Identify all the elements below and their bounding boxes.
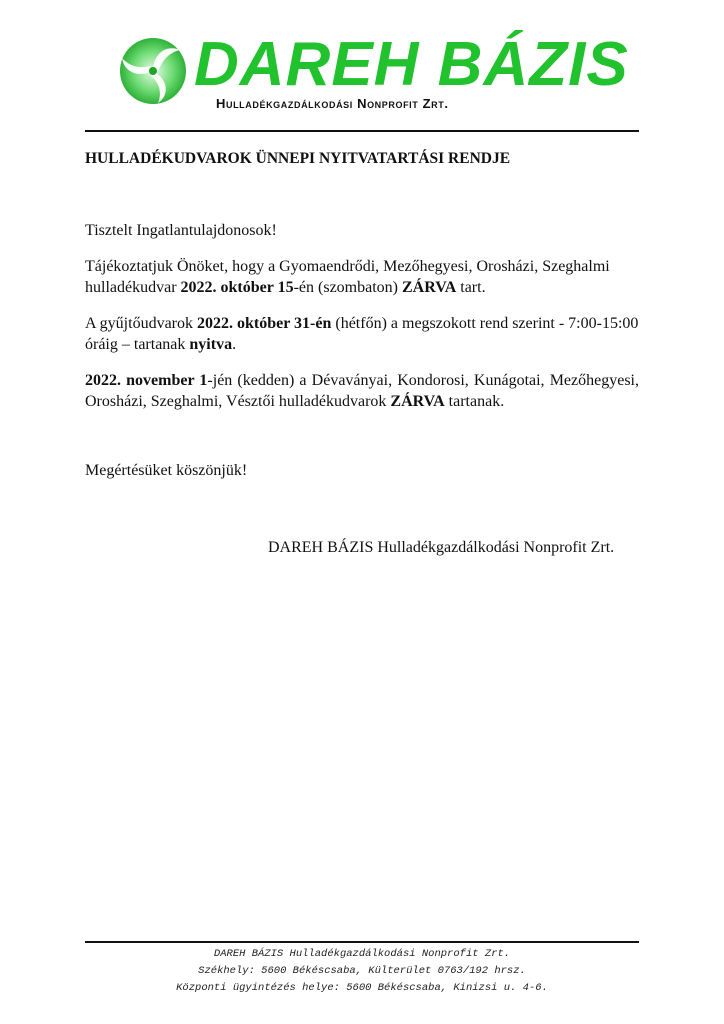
footer — [85, 946, 639, 997]
p2-text-3: . — [232, 336, 237, 353]
footer-office: Központi ügyintézés helye: 5600 Békéscsaba, Kinizsi u. 4-6. — [176, 982, 548, 994]
p3-text-2: tartanak. — [444, 393, 505, 410]
company-logo — [118, 30, 629, 114]
p3-date: 2022. november 1 — [85, 372, 208, 389]
paragraph-open-october — [85, 313, 639, 355]
paragraph-closure-october — [85, 256, 639, 298]
p3-closed: ZÁRVA — [390, 393, 445, 410]
document-title: HULLADÉKUDVAROK ÜNNEPI NYITVATARTÁSI RENDJE — [85, 150, 511, 167]
signature: DAREH BÁZIS Hulladékgazdálkodási Nonprofit Zrt. — [268, 539, 615, 556]
greeting: Tisztelt Ingatlantulajdonosok! — [85, 222, 277, 239]
header-divider — [85, 130, 639, 132]
p1-text-1: Tájékoztatjuk Önöket, hogy a Gyomaendrődi, Mezőhegyesi, Orosházi, Szeghalmi hulladékudvar — [85, 258, 610, 296]
p2-open: nyitva — [189, 336, 233, 353]
p2-text-1: A gyűjtőudvarok — [85, 315, 197, 332]
closing-line: Megértésüket köszönjük! — [85, 462, 248, 479]
footer-company: DAREH BÁZIS Hulladékgazdálkodási Nonprofit Zrt. — [213, 948, 511, 960]
p1-text-2: -én (szombaton) — [293, 279, 402, 296]
p1-date: 2022. október 15 — [180, 279, 294, 296]
p3-text-1: -jén (kedden) a Dévaványai, Kondorosi, Kunágotai, Mezőhegyesi, Orosházi, Szeghalmi, Vésztői hulladékudvarok — [85, 372, 640, 410]
logo-wordmark: DAREH BÁZIS — [194, 30, 629, 99]
p2-text-2: (hétfőn) a megszokott rend szerint - 7:00-15:00 óráig – tartanak — [85, 315, 639, 353]
footer-headquarters: Székhely: 5600 Békéscsaba, Külterület 0763/192 hrsz. — [198, 965, 526, 977]
recycle-swirl-icon — [118, 36, 188, 106]
p1-closed: ZÁRVA — [401, 279, 457, 296]
footer-divider — [85, 941, 639, 943]
logo-subtitle: Hulladékgazdálkodási Nonprofit Zrt. — [216, 96, 449, 111]
p2-date: 2022. október 31-én — [197, 315, 332, 332]
p1-text-3: tart. — [456, 279, 486, 296]
paragraph-closure-november — [85, 370, 639, 412]
